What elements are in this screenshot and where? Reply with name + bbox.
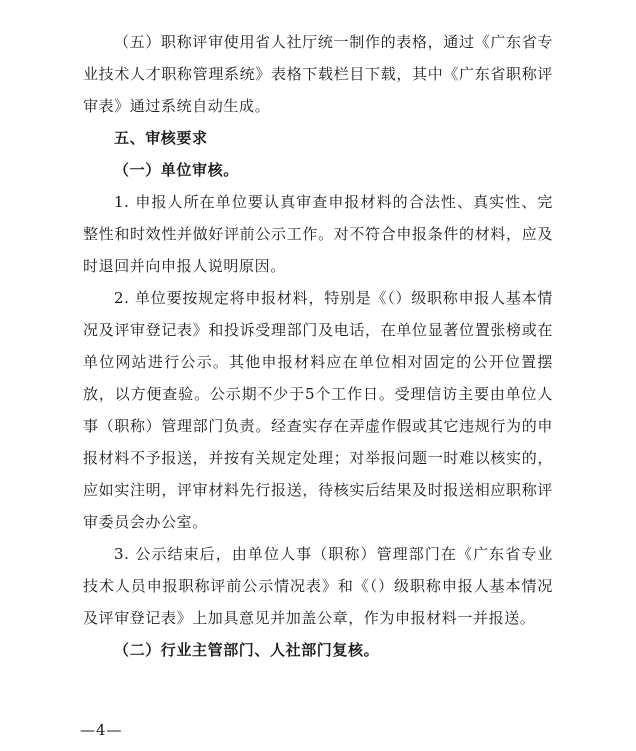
paragraph-item-2: 2. 单位要按规定将申报材料，特别是《（）级职称申报人基本情况及评审登记表》和投诉受理部门及电话，在单位显著位置张榜或在单位网站进行公示。其他申报材料应在单位相对固定的公开位置摆放，以方便查验。公示期不少于5个工作日。受理信访主要由单位人事（职称）管理部门负责。经查实存在弄虚作假或其它违规行为的申报材料不予报送，并按有关规定处理；对举报问题一时难以核实的，应如实注明，评审材料先行报送，待核实后结果及时报送相应职称评审委员会办公室。 bbox=[83, 289, 553, 531]
subsection-heading-unit-review: （一）单位审核。 bbox=[114, 161, 239, 179]
document-body bbox=[83, 26, 553, 666]
paragraph-item-1: 1. 申报人所在单位要认真审查申报材料的合法性、真实性、完整性和时效性并做好评前公示工作。对不符合申报条件的材料，应及时退回并向申报人说明原因。 bbox=[83, 193, 553, 275]
paragraph-forms-note: （五）职称评审使用省人社厅统一制作的表格，通过《广东省专业技术人才职称管理系统》表格下载栏目下载，其中《广东省职称评审表》通过系统自动生成。 bbox=[83, 33, 553, 115]
section-heading-review-requirements: 五、审核要求 bbox=[114, 129, 208, 147]
page-number: —4— bbox=[80, 721, 123, 739]
subsection-heading-department-review: （二）行业主管部门、人社部门复核。 bbox=[114, 641, 380, 659]
paragraph-item-3: 3. 公示结束后，由单位人事（职称）管理部门在《广东省专业技术人员申报职称评前公示情况表》和《（）级职称申报人基本情况及评审登记表》上加具意见并加盖公章，作为申报材料一并报送。 bbox=[83, 545, 553, 627]
